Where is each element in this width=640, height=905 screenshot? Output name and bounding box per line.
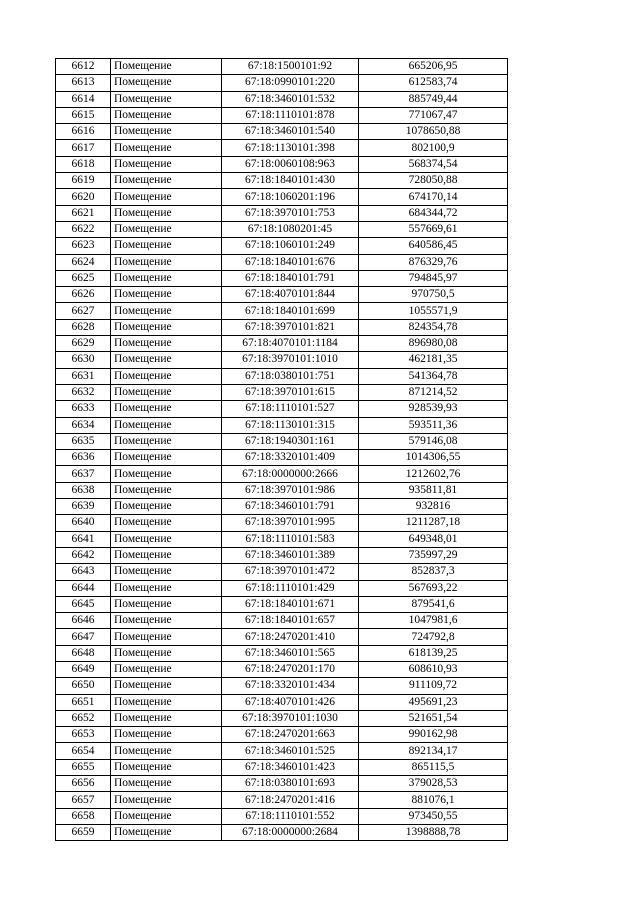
cadastral-value-cell: 932816 <box>359 499 508 515</box>
object-type-cell: Помещение <box>111 499 222 515</box>
object-type-cell: Помещение <box>111 352 222 368</box>
table-row <box>56 91 508 107</box>
object-type-cell: Помещение <box>111 156 222 172</box>
cadastral-value-cell: 557669,61 <box>359 221 508 237</box>
cadastral-value-cell: 462181,35 <box>359 352 508 368</box>
object-type-cell: Помещение <box>111 531 222 547</box>
cadastral-number-cell: 67:18:1110101:527 <box>222 401 359 417</box>
cadastral-number-cell: 67:18:1500101:92 <box>222 59 359 75</box>
object-type-cell: Помещение <box>111 808 222 824</box>
cadastral-number-cell: 67:18:3970101:1010 <box>222 352 359 368</box>
row-number-cell: 6616 <box>56 124 111 140</box>
object-type-cell: Помещение <box>111 189 222 205</box>
cadastral-number-cell: 67:18:0000000:2684 <box>222 824 359 840</box>
table-row <box>56 629 508 645</box>
table-row <box>56 270 508 286</box>
table-row <box>56 75 508 91</box>
cadastral-number-cell: 67:18:1840101:699 <box>222 303 359 319</box>
row-number-cell: 6640 <box>56 515 111 531</box>
cadastral-value-cell: 568374,54 <box>359 156 508 172</box>
cadastral-value-cell: 1078650,88 <box>359 124 508 140</box>
table-row <box>56 564 508 580</box>
table-row <box>56 173 508 189</box>
cadastral-number-cell: 67:18:1080201:45 <box>222 221 359 237</box>
cadastral-value-cell: 728050,88 <box>359 173 508 189</box>
cadastral-number-cell: 67:18:0060108:963 <box>222 156 359 172</box>
object-type-cell: Помещение <box>111 645 222 661</box>
object-type-cell: Помещение <box>111 580 222 596</box>
cadastral-value-cell: 865115,5 <box>359 759 508 775</box>
row-number-cell: 6652 <box>56 710 111 726</box>
cadastral-number-cell: 67:18:1840101:657 <box>222 613 359 629</box>
cadastral-number-cell: 67:18:3460101:423 <box>222 759 359 775</box>
cadastral-value-cell: 1014306,55 <box>359 450 508 466</box>
cadastral-value-cell: 1398888,78 <box>359 824 508 840</box>
table-row <box>56 743 508 759</box>
table-row <box>56 221 508 237</box>
table-row <box>56 107 508 123</box>
table-row <box>56 368 508 384</box>
object-type-cell: Помещение <box>111 759 222 775</box>
cadastral-number-cell: 67:18:3970101:821 <box>222 319 359 335</box>
row-number-cell: 6645 <box>56 596 111 612</box>
cadastral-number-cell: 67:18:1110101:429 <box>222 580 359 596</box>
object-type-cell: Помещение <box>111 319 222 335</box>
row-number-cell: 6627 <box>56 303 111 319</box>
object-type-cell: Помещение <box>111 824 222 840</box>
object-type-cell: Помещение <box>111 776 222 792</box>
row-number-cell: 6615 <box>56 107 111 123</box>
object-type-cell: Помещение <box>111 270 222 286</box>
object-type-cell: Помещение <box>111 727 222 743</box>
table-row <box>56 792 508 808</box>
object-type-cell: Помещение <box>111 417 222 433</box>
row-number-cell: 6621 <box>56 205 111 221</box>
row-number-cell: 6628 <box>56 319 111 335</box>
object-type-cell: Помещение <box>111 661 222 677</box>
cadastral-number-cell: 67:18:3970101:986 <box>222 482 359 498</box>
row-number-cell: 6630 <box>56 352 111 368</box>
row-number-cell: 6641 <box>56 531 111 547</box>
row-number-cell: 6637 <box>56 466 111 482</box>
cadastral-value-cell: 521651,54 <box>359 710 508 726</box>
table-row <box>56 59 508 75</box>
object-type-cell: Помещение <box>111 482 222 498</box>
table-row <box>56 384 508 400</box>
object-type-cell: Помещение <box>111 678 222 694</box>
cadastral-value-cell: 973450,55 <box>359 808 508 824</box>
row-number-cell: 6612 <box>56 59 111 75</box>
cadastral-value-cell: 674170,14 <box>359 189 508 205</box>
row-number-cell: 6629 <box>56 336 111 352</box>
row-number-cell: 6625 <box>56 270 111 286</box>
cadastral-value-cell: 593511,36 <box>359 417 508 433</box>
table-row <box>56 808 508 824</box>
row-number-cell: 6634 <box>56 417 111 433</box>
row-number-cell: 6659 <box>56 824 111 840</box>
row-number-cell: 6617 <box>56 140 111 156</box>
table-row <box>56 824 508 840</box>
cadastral-value-cell: 649348,01 <box>359 531 508 547</box>
cadastral-value-cell: 579146,08 <box>359 433 508 449</box>
object-type-cell: Помещение <box>111 710 222 726</box>
cadastral-value-cell: 1212602,76 <box>359 466 508 482</box>
cadastral-number-cell: 67:18:1840101:430 <box>222 173 359 189</box>
cadastral-value-cell: 567693,22 <box>359 580 508 596</box>
cadastral-number-cell: 67:18:4070101:426 <box>222 694 359 710</box>
row-number-cell: 6622 <box>56 221 111 237</box>
cadastral-value-cell: 1055571,9 <box>359 303 508 319</box>
table-row <box>56 547 508 563</box>
table-row <box>56 596 508 612</box>
table-row <box>56 727 508 743</box>
row-number-cell: 6633 <box>56 401 111 417</box>
row-number-cell: 6642 <box>56 547 111 563</box>
object-type-cell: Помещение <box>111 124 222 140</box>
cadastral-value-cell: 852837,3 <box>359 564 508 580</box>
row-number-cell: 6631 <box>56 368 111 384</box>
row-number-cell: 6647 <box>56 629 111 645</box>
row-number-cell: 6638 <box>56 482 111 498</box>
cadastral-value-cell: 879541,6 <box>359 596 508 612</box>
table-row <box>56 238 508 254</box>
cadastral-number-cell: 67:18:3460101:540 <box>222 124 359 140</box>
table-row <box>56 661 508 677</box>
cadastral-value-cell: 640586,45 <box>359 238 508 254</box>
table-row <box>56 613 508 629</box>
cadastral-number-cell: 67:18:3460101:525 <box>222 743 359 759</box>
cadastral-number-cell: 67:18:2470201:416 <box>222 792 359 808</box>
cadastral-value-cell: 735997,29 <box>359 547 508 563</box>
row-number-cell: 6646 <box>56 613 111 629</box>
table-row <box>56 336 508 352</box>
table-row <box>56 531 508 547</box>
table-row <box>56 189 508 205</box>
cadastral-number-cell: 67:18:1840101:791 <box>222 270 359 286</box>
row-number-cell: 6632 <box>56 384 111 400</box>
cadastral-number-cell: 67:18:1130101:315 <box>222 417 359 433</box>
cadastral-number-cell: 67:18:3970101:753 <box>222 205 359 221</box>
table-row <box>56 303 508 319</box>
table-row <box>56 319 508 335</box>
cadastral-value-cell: 892134,17 <box>359 743 508 759</box>
row-number-cell: 6644 <box>56 580 111 596</box>
cadastral-value-cell: 911109,72 <box>359 678 508 694</box>
object-type-cell: Помещение <box>111 221 222 237</box>
cadastral-number-cell: 67:18:2470201:663 <box>222 727 359 743</box>
row-number-cell: 6618 <box>56 156 111 172</box>
cadastral-value-cell: 724792,8 <box>359 629 508 645</box>
table-row <box>56 205 508 221</box>
row-number-cell: 6620 <box>56 189 111 205</box>
row-number-cell: 6635 <box>56 433 111 449</box>
object-type-cell: Помещение <box>111 238 222 254</box>
cadastral-value-cell: 794845,97 <box>359 270 508 286</box>
cadastral-value-cell: 928539,93 <box>359 401 508 417</box>
object-type-cell: Помещение <box>111 547 222 563</box>
object-type-cell: Помещение <box>111 450 222 466</box>
cadastral-number-cell: 67:18:1060101:249 <box>222 238 359 254</box>
table-row <box>56 645 508 661</box>
cadastral-number-cell: 67:18:1060201:196 <box>222 189 359 205</box>
object-type-cell: Помещение <box>111 173 222 189</box>
object-type-cell: Помещение <box>111 743 222 759</box>
object-type-cell: Помещение <box>111 629 222 645</box>
table-row <box>56 515 508 531</box>
cadastral-number-cell: 67:18:1110101:878 <box>222 107 359 123</box>
cadastral-number-cell: 67:18:0000000:2666 <box>222 466 359 482</box>
row-number-cell: 6624 <box>56 254 111 270</box>
cadastral-number-cell: 67:18:0380101:751 <box>222 368 359 384</box>
cadastral-number-cell: 67:18:3460101:532 <box>222 91 359 107</box>
object-type-cell: Помещение <box>111 140 222 156</box>
cadastral-number-cell: 67:18:2470201:170 <box>222 661 359 677</box>
cadastral-number-cell: 67:18:3320101:434 <box>222 678 359 694</box>
row-number-cell: 6619 <box>56 173 111 189</box>
cadastral-value-cell: 495691,23 <box>359 694 508 710</box>
object-type-cell: Помещение <box>111 368 222 384</box>
object-type-cell: Помещение <box>111 59 222 75</box>
row-number-cell: 6649 <box>56 661 111 677</box>
cadastral-value-cell: 896980,08 <box>359 336 508 352</box>
cadastral-value-cell: 379028,53 <box>359 776 508 792</box>
cadastral-value-cell: 876329,76 <box>359 254 508 270</box>
row-number-cell: 6639 <box>56 499 111 515</box>
object-type-cell: Помещение <box>111 75 222 91</box>
object-type-cell: Помещение <box>111 91 222 107</box>
cadastral-value-cell: 1047981,6 <box>359 613 508 629</box>
cadastral-number-cell: 67:18:4070101:1184 <box>222 336 359 352</box>
object-type-cell: Помещение <box>111 433 222 449</box>
cadastral-value-cell: 970750,5 <box>359 287 508 303</box>
table-row <box>56 694 508 710</box>
cadastral-number-cell: 67:18:3460101:389 <box>222 547 359 563</box>
object-type-cell: Помещение <box>111 107 222 123</box>
object-type-cell: Помещение <box>111 205 222 221</box>
cadastral-number-cell: 67:18:3460101:565 <box>222 645 359 661</box>
row-number-cell: 6636 <box>56 450 111 466</box>
cadastral-number-cell: 67:18:2470201:410 <box>222 629 359 645</box>
property-table <box>55 58 508 841</box>
row-number-cell: 6656 <box>56 776 111 792</box>
table-row <box>56 466 508 482</box>
cadastral-number-cell: 67:18:3970101:1030 <box>222 710 359 726</box>
table-row <box>56 433 508 449</box>
cadastral-number-cell: 67:18:3460101:791 <box>222 499 359 515</box>
row-number-cell: 6650 <box>56 678 111 694</box>
cadastral-number-cell: 67:18:3970101:995 <box>222 515 359 531</box>
object-type-cell: Помещение <box>111 515 222 531</box>
object-type-cell: Помещение <box>111 596 222 612</box>
table-row <box>56 678 508 694</box>
row-number-cell: 6613 <box>56 75 111 91</box>
row-number-cell: 6651 <box>56 694 111 710</box>
cadastral-value-cell: 990162,98 <box>359 727 508 743</box>
table-row <box>56 417 508 433</box>
cadastral-value-cell: 885749,44 <box>359 91 508 107</box>
cadastral-value-cell: 665206,95 <box>359 59 508 75</box>
cadastral-number-cell: 67:18:0990101:220 <box>222 75 359 91</box>
table-row <box>56 140 508 156</box>
table-row <box>56 254 508 270</box>
row-number-cell: 6657 <box>56 792 111 808</box>
cadastral-number-cell: 67:18:1940301:161 <box>222 433 359 449</box>
table-row <box>56 124 508 140</box>
object-type-cell: Помещение <box>111 254 222 270</box>
cadastral-value-cell: 684344,72 <box>359 205 508 221</box>
object-type-cell: Помещение <box>111 792 222 808</box>
cadastral-value-cell: 1211287,18 <box>359 515 508 531</box>
row-number-cell: 6653 <box>56 727 111 743</box>
cadastral-number-cell: 67:18:4070101:844 <box>222 287 359 303</box>
cadastral-value-cell: 802100,9 <box>359 140 508 156</box>
row-number-cell: 6626 <box>56 287 111 303</box>
object-type-cell: Помещение <box>111 694 222 710</box>
object-type-cell: Помещение <box>111 564 222 580</box>
cadastral-value-cell: 618139,25 <box>359 645 508 661</box>
row-number-cell: 6654 <box>56 743 111 759</box>
cadastral-value-cell: 541364,78 <box>359 368 508 384</box>
table-row <box>56 401 508 417</box>
table-row <box>56 482 508 498</box>
table-row <box>56 776 508 792</box>
cadastral-number-cell: 67:18:1110101:583 <box>222 531 359 547</box>
row-number-cell: 6658 <box>56 808 111 824</box>
row-number-cell: 6643 <box>56 564 111 580</box>
table-row <box>56 156 508 172</box>
object-type-cell: Помещение <box>111 466 222 482</box>
cadastral-number-cell: 67:18:1130101:398 <box>222 140 359 156</box>
cadastral-number-cell: 67:18:3970101:472 <box>222 564 359 580</box>
table-row <box>56 352 508 368</box>
cadastral-value-cell: 771067,47 <box>359 107 508 123</box>
cadastral-number-cell: 67:18:1840101:676 <box>222 254 359 270</box>
object-type-cell: Помещение <box>111 613 222 629</box>
table-row <box>56 710 508 726</box>
row-number-cell: 6623 <box>56 238 111 254</box>
cadastral-number-cell: 67:18:1110101:552 <box>222 808 359 824</box>
row-number-cell: 6614 <box>56 91 111 107</box>
cadastral-value-cell: 881076,1 <box>359 792 508 808</box>
cadastral-number-cell: 67:18:3320101:409 <box>222 450 359 466</box>
table-row <box>56 287 508 303</box>
table-row <box>56 499 508 515</box>
table-row <box>56 759 508 775</box>
cadastral-value-cell: 612583,74 <box>359 75 508 91</box>
table-row <box>56 580 508 596</box>
object-type-cell: Помещение <box>111 401 222 417</box>
object-type-cell: Помещение <box>111 384 222 400</box>
table-row <box>56 450 508 466</box>
property-table-body <box>56 59 508 841</box>
object-type-cell: Помещение <box>111 303 222 319</box>
cadastral-value-cell: 935811,81 <box>359 482 508 498</box>
cadastral-value-cell: 871214,52 <box>359 384 508 400</box>
object-type-cell: Помещение <box>111 287 222 303</box>
row-number-cell: 6648 <box>56 645 111 661</box>
cadastral-number-cell: 67:18:0380101:693 <box>222 776 359 792</box>
row-number-cell: 6655 <box>56 759 111 775</box>
cadastral-value-cell: 608610,93 <box>359 661 508 677</box>
cadastral-number-cell: 67:18:3970101:615 <box>222 384 359 400</box>
cadastral-value-cell: 824354,78 <box>359 319 508 335</box>
object-type-cell: Помещение <box>111 336 222 352</box>
cadastral-number-cell: 67:18:1840101:671 <box>222 596 359 612</box>
